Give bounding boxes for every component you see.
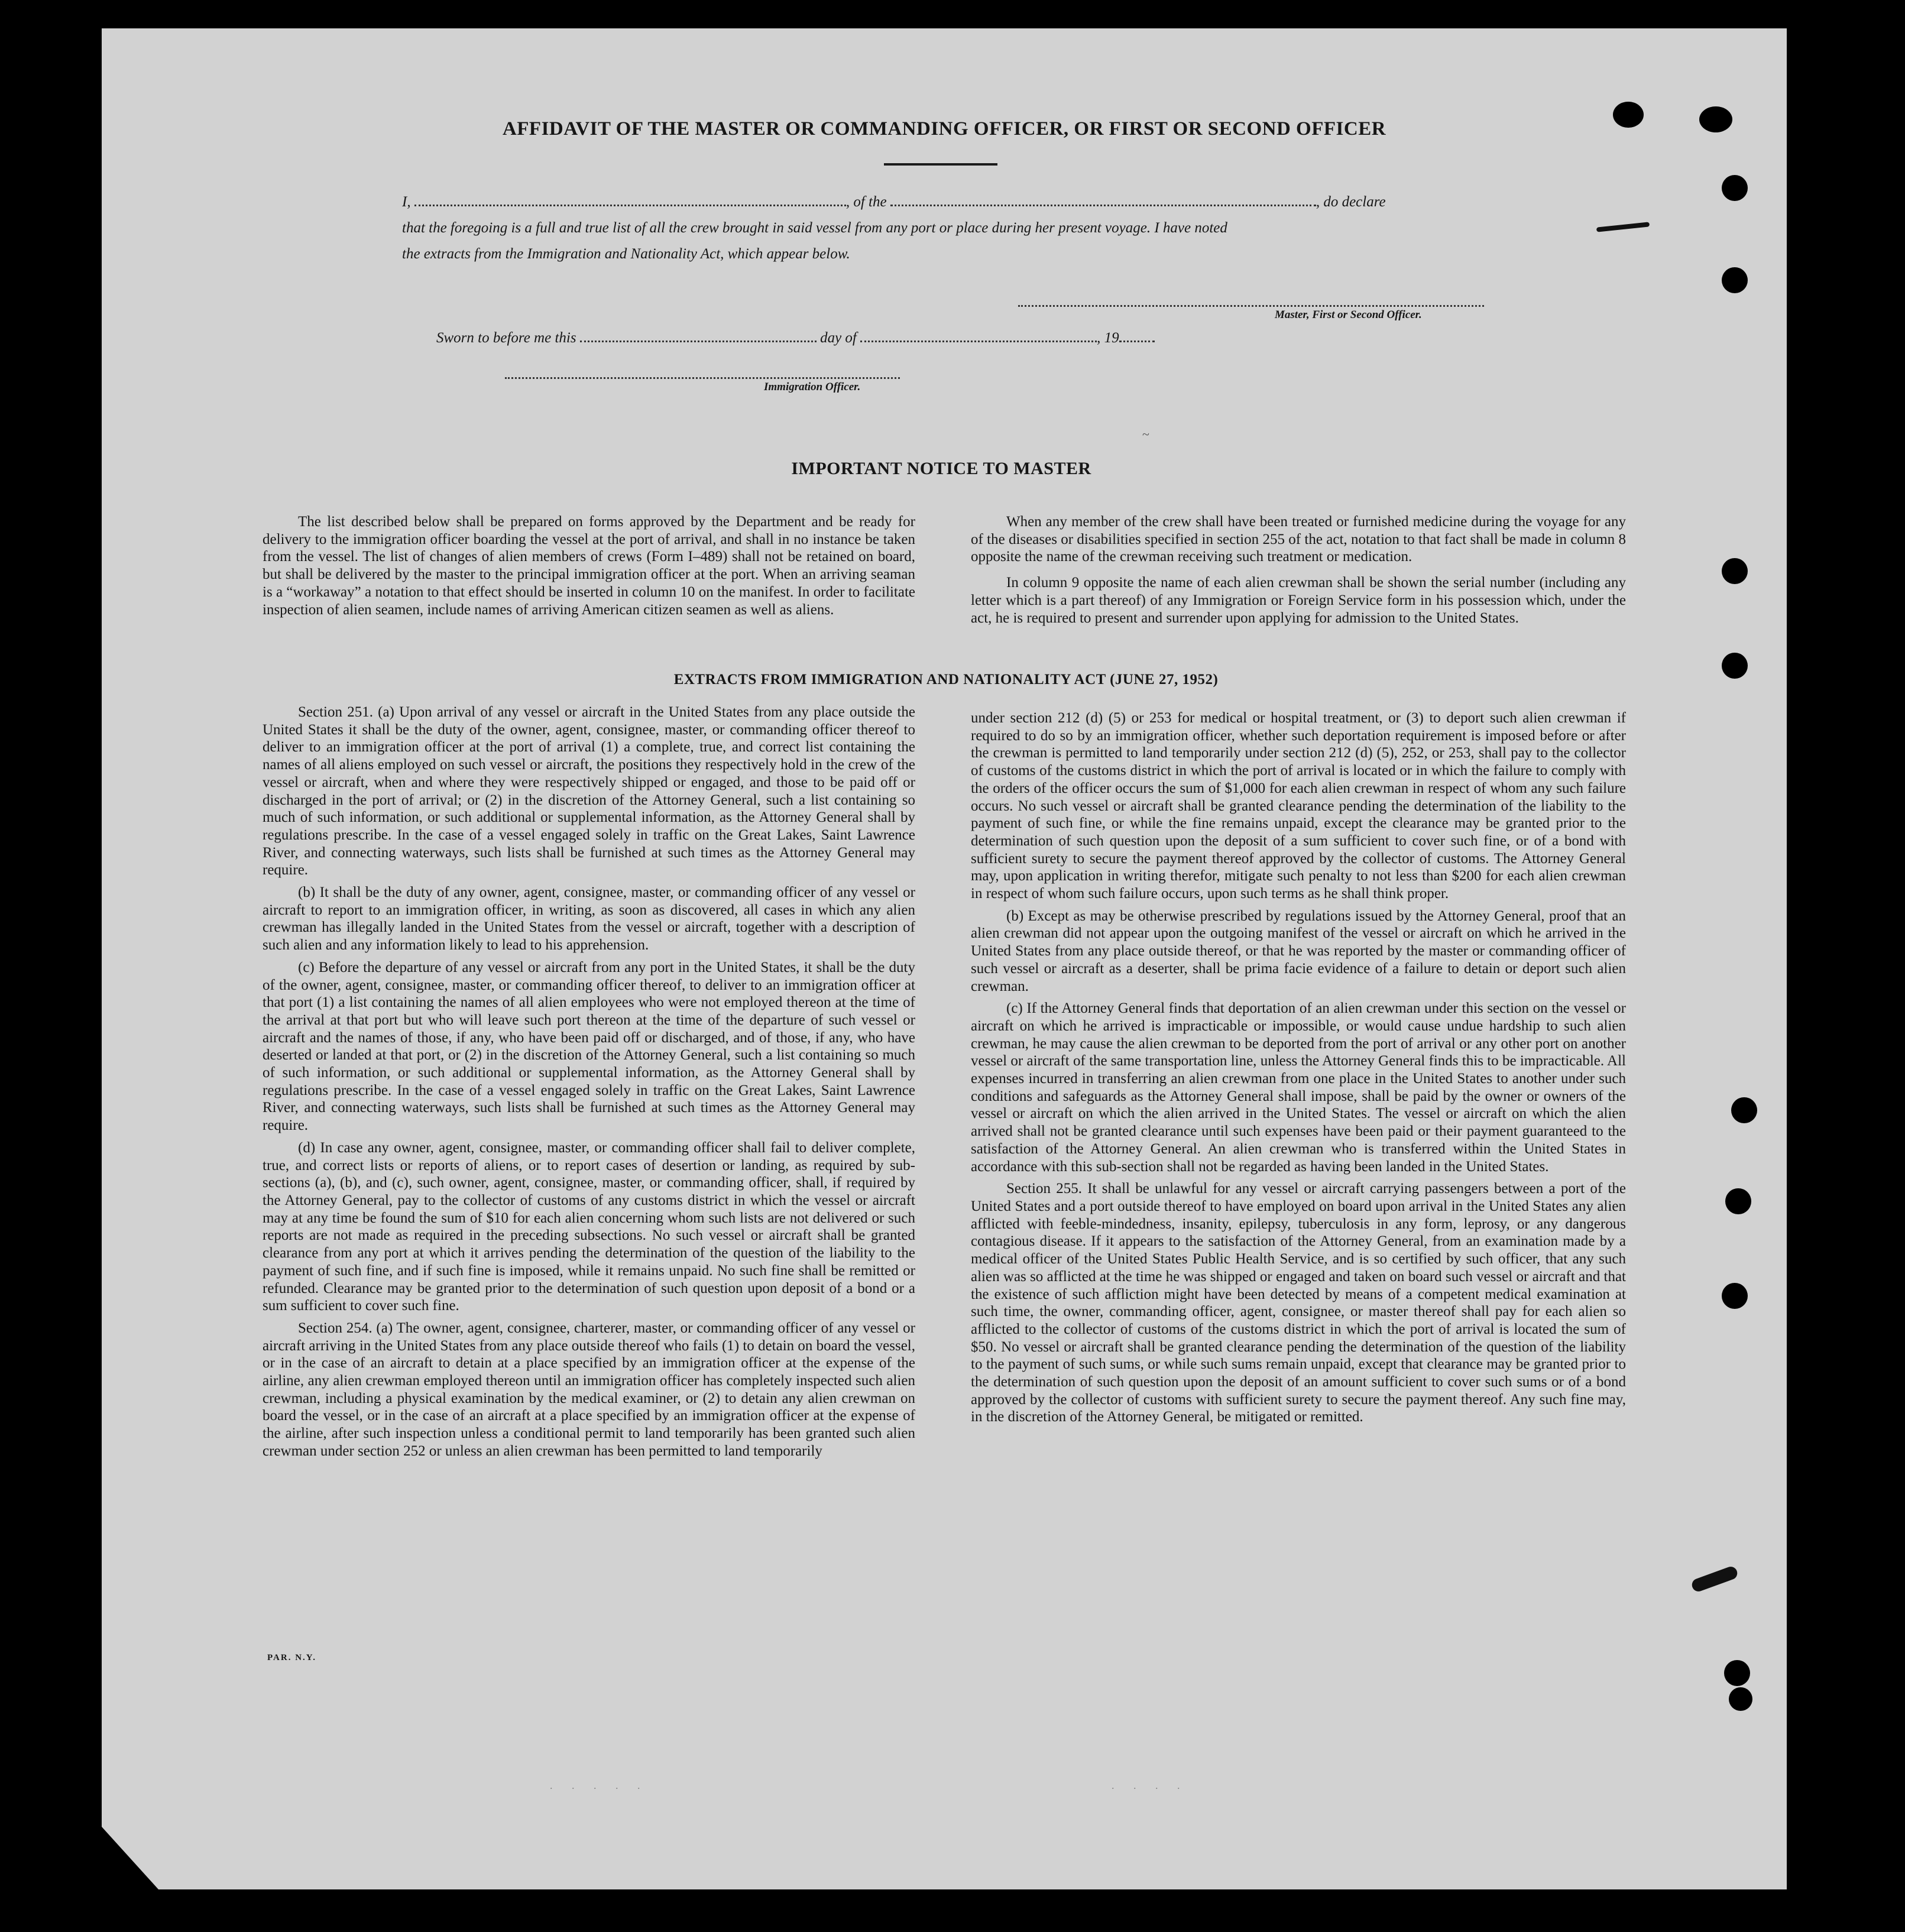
master-signature-line[interactable] (1018, 305, 1484, 307)
day-of-label: day of (820, 330, 857, 346)
scan-specks: . . . . (1112, 1779, 1188, 1791)
extracts-title: EXTRACTS FROM IMMIGRATION AND NATIONALITY ACT (JUNE 27, 1952) (673, 672, 1219, 688)
vessel-name-field[interactable] (890, 193, 1316, 206)
notice-left-column (263, 513, 915, 623)
master-signature-caption: Master, First or Second Officer. (1275, 309, 1422, 321)
act-section-paragraph: under section 212 (d) (5) or 253 for medical or hospital treatment, or (3) to deport such alien crewman if required to do so by an immigration officer, whether such deportation requirement is imposed before or after the crewman is permitted to land temporarily under section 212 (d) (5), 252, or 253, shall pay to the collector of customs of the customs district in which the port of arrival is located or in which the failure to comply with the orders of the officer occurs the sum of $1,000 for each alien crewman in respect of whom any such failure occurs. No such vessel or aircraft shall be granted clearance pending the determination of the liability to the payment of such fine, or while the fine remains unpaid, except the clearance may be granted prior to the determination of such question upon the deposit of a sum sufficient to cover such fine, or of a bond with sufficient surety to secure the payment thereof approved by the collector of customs. The Attorney General may, upon application in writing therefor, mitigate such penalty to not less than $200 for each alien crewman in respect of whom such failure occurs, upon such terms as he shall think proper. (971, 710, 1626, 902)
page-corner-fold (102, 1827, 158, 1889)
notice-paragraph: When any member of the crew shall have been treated or furnished medicine during the voyage for any of the diseases or disabilities specified in section 255 of the act, notation to that fact shall be made in column 8 opposite the name of the crewman receiving such treatment or medication. (971, 514, 1626, 565)
act-section-paragraph: Section 254. (a) The owner, agent, consignee, charterer, master, or commanding officer of any vessel or aircraft arriving in the United States from any place outside thereof who fails (1) to detain on board the vessel, or in the case of an aircraft to detain at a place specified by an immigration officer at the expense of the airline, any alien crewman employed thereon until an immigration officer has completely inspected such alien crewman, including a physical examination by the medical examiner, or (2) to detain any alien crewman on board the vessel, or in the case of an aircraft at a place specified by an immigration officer at the expense of the airline, after such inspection unless a conditional permit to land temporarily has been granted such alien crewman under section 252 or unless an alien crewman has been permitted to land temporarily (263, 1320, 915, 1459)
declare-label: , do declare (1316, 194, 1386, 210)
punch-hole (1725, 1188, 1751, 1214)
punch-hole (1724, 1660, 1750, 1686)
notice-paragraph: The list described below shall be prepared on forms approved by the Department and be ready for delivery to the immigration officer boarding the vessel at the port of arrival, and shall in no instance be taken from the vessel. The list of changes of alien members of crews (Form I–489) shall not be retained on board, but shall be delivered by the master to the principal immigration officer at the port. When an arriving seaman is a “workaway” a notation to that effect should be inserted in column 10 on the manifest. In order to facilitate inspection of alien seamen, include names of arriving American citizen seamen as well as aliens. (263, 514, 915, 618)
punch-hole (1722, 653, 1748, 679)
act-section-paragraph: (d) In case any owner, agent, consignee, master, or commanding officer shall fail to deliver complete, true, and correct lists or reports of aliens, or to report cases of desertion or landing, as required by sub-sections (a), (b), and (c), such owner, agent, consignee, master, or commanding officer, shall, if required by the Attorney General, pay to the collector of customs of any customs district in which the vessel or aircraft may at any time be found the sum of $10 for each alien concerning whom such lists are not delivered or such reports are not made as required in the preceding subsections. No such vessel or aircraft shall be granted clearance from any port at which it arrives pending the determination of the question of the liability to the payment of such fine, and if such fine is imposed, while it remains unpaid. No such fine shall be remitted or refunded. Clearance may be granted prior to the determination of such question upon deposit of a bond or a sum sufficient to cover such fine. (263, 1139, 915, 1314)
punch-hole (1722, 558, 1748, 584)
punch-hole (1731, 1097, 1757, 1123)
punch-hole (1729, 1687, 1752, 1711)
notice-title: IMPORTANT NOTICE TO MASTER (791, 459, 1091, 478)
punch-hole (1722, 1283, 1748, 1309)
act-section-paragraph: Section 255. It shall be unlawful for any vessel or aircraft carrying passengers between a port of the United States and a port outside thereof to have employed on board upon arrival in the United States any alien afflicted with feeble-mindedness, insanity, epilepsy, tuberculosis in any form, leprosy, or any dangerous contagious disease. If it appears to the satisfaction of the Attorney General, from an examination made by a medical officer of the United States Public Health Service, and is so certified by such officer, that any such alien was so afflicted at the time he was shipped or engaged and taken on board such vessel or aircraft and that the existence of such affliction might have been detected by means of a competent medical examination at such time, the owner, commanding officer, agent, consignee, or master thereof shall pay for each alien so afflicted to the collector of customs of the customs district in which the port of arrival is located the sum of $50. No vessel or aircraft shall be granted clearance pending the determination of the question of the liability to the payment of such sums, or while such sums remain unpaid, except that clearance may be granted prior to the determination of such question upon the deposit of an amount sufficient to cover such sums or of a bond approved by the collector of customs with sufficient surety to secure the payment thereof. Any such fine may, in the discretion of the Attorney General, be mitigated or remitted. (971, 1181, 1626, 1425)
printer-mark: PAR. N.Y. (267, 1653, 317, 1662)
affidavit-declaration-line (402, 193, 1386, 210)
sworn-line (436, 329, 1155, 346)
declarant-label: I, (402, 194, 411, 210)
immigration-officer-caption: Immigration Officer. (764, 381, 861, 393)
affidavit-text-line-3: the extracts from the Immigration and Nationality Act, which appear below. (402, 246, 850, 262)
act-section-paragraph: (c) Before the departure of any vessel or aircraft from any port in the United States, it shall be the duty of the owner, agent, consignee, master, or commanding officer thereof, to deliver to an immigration officer at that port (1) a list containing the names of all alien employees who were not employed thereon at the time of the arrival at that port but who will leave such port thereon at the time of the departure of such vessel or aircraft and the names of those, if any, who have been paid off or discharged, and of those, if any, who have deserted or landed at that port, or (2) in the discretion of the Attorney General, such a list containing so much of such information, or such additional or supplemental information, as the Attorney General shall by regulations prescribe. In the case of a vessel engaged solely in traffic on the Great Lakes, Saint Lawrence River, and connecting waterways, such lists shall be furnished at such times as the Attorney General may require. (263, 959, 915, 1134)
punch-hole (1722, 267, 1748, 293)
immigration-officer-signature-line[interactable] (505, 377, 900, 379)
affidavit-title: AFFIDAVIT OF THE MASTER OR COMMANDING OFFICER, OR FIRST OR SECOND OFFICER (502, 118, 1386, 140)
extracts-left-column (263, 704, 915, 1465)
sworn-day-field[interactable] (580, 329, 817, 342)
sworn-year-field[interactable] (1119, 329, 1155, 342)
year-prefix-label: , 19 (1097, 330, 1119, 346)
act-section-paragraph: (c) If the Attorney General finds that deportation of an alien crewman under this section on the vessel or aircraft on which he arrived is impracticable or impossible, or would cause undue hardship to such alien crewman, he may cause the alien crewman to be deported from the port of arrival or any other port on another vessel or aircraft of the same transportation line, unless the Attorney General finds this to be impracticable. All expenses incurred in transferring an alien crewman from one place in the United States to another under such conditions and safeguards as the Attorney General shall impose, shall be paid by the owner or owners of the vessel or aircraft on which the alien arrived in the United States. The vessel or aircraft on which the alien arrived shall not be granted clearance until such expenses have been paid or their payment guaranteed to the satisfaction of the Attorney General. An alien crewman who is transferred within the United States in accordance with this sub-section shall not be regarded as having been landed in the United States. (971, 1000, 1626, 1175)
act-section-paragraph: (b) It shall be the duty of any owner, agent, consignee, master, or commanding officer of any vessel or aircraft to report to an immigration officer, in writing, as soon as discovered, all cases in which any alien crewman has illegally landed in the United States from the vessel or aircraft, together with a description of such alien and any information likely to lead to his apprehension. (263, 884, 915, 954)
title-rule (884, 163, 997, 166)
punch-hole (1722, 175, 1748, 201)
of-the-label: , of the (845, 194, 887, 210)
notice-right-column (971, 513, 1626, 631)
affidavit-text-line-2: that the foregoing is a full and true list of all the crew brought in said vessel from any port or place during her present voyage. I have noted (402, 220, 1227, 236)
sworn-label: Sworn to before me this (436, 330, 576, 346)
declarant-name-field[interactable] (414, 193, 846, 206)
extracts-right-column (971, 709, 1626, 1431)
scan-specks: . . . . . (550, 1779, 649, 1791)
sworn-month-field[interactable] (860, 329, 1097, 342)
act-section-paragraph: (b) Except as may be otherwise prescribed by regulations issued by the Attorney General, proof that an alien crewman did not appear upon the outgoing manifest of the vessel or aircraft on which he arrived in the United States from any place outside thereof, or that he was reported by the master or commanding officer of such vessel or aircraft as a deserter, shall be prima facie evidence of a failure to detain or deport such alien crewman. (971, 907, 1626, 994)
act-section-paragraph: Section 251. (a) Upon arrival of any vessel or aircraft in the United States from any place outside the United States it shall be the duty of the owner, agent, consignee, master, or commanding officer thereof to deliver to an immigration officer at the port of arrival (1) a complete, true, and correct list containing the names of all aliens employed on such vessel or aircraft, the positions they respectively hold in the crew of the vessel or aircraft, when and where they were respectively shipped or engaged, and those to be paid off or discharged in the port of arrival; or (2) in the discretion of the Attorney General, such a list containing so much of such information, or such additional or supplemental information, as the Attorney General shall by regulations prescribe. In the case of a vessel engaged solely in traffic on the Great Lakes, Saint Lawrence River, and connecting waterways, such lists shall be furnished at such times as the Attorney General may require. (263, 704, 915, 879)
notice-paragraph: In column 9 opposite the name of each alien crewman shall be shown the serial number (including any letter which is a part thereof) of any Immigration or Foreign Service form in his possession which, under the act, he is required to present and surrender upon applying for admission to the United States. (971, 575, 1626, 626)
ornament-mark: ~ (1142, 427, 1149, 442)
